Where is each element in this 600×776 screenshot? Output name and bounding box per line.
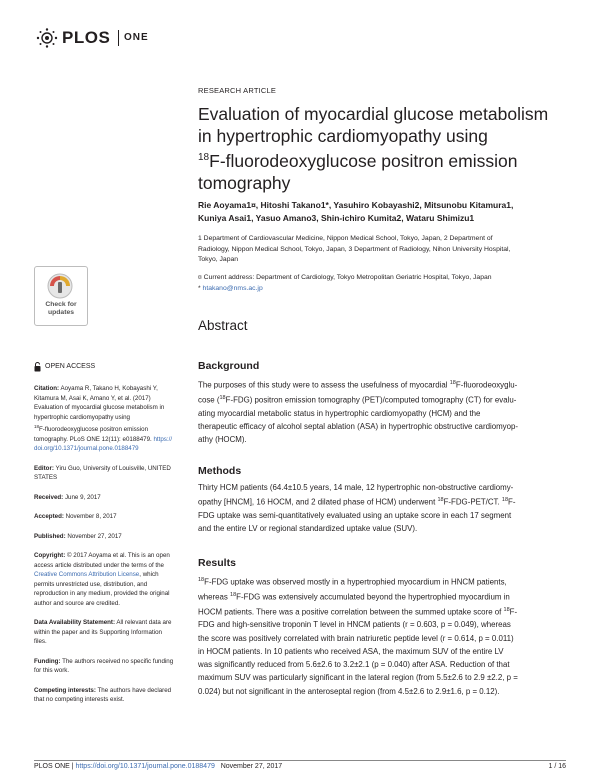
page-number: 1 / 16 xyxy=(548,763,566,770)
cc-license-link[interactable]: Creative Commons Attribution License xyxy=(34,571,140,579)
logo-brand: PLOS xyxy=(62,28,111,47)
footer-divider xyxy=(34,760,566,761)
plos-logo-icon xyxy=(36,28,58,48)
title-line: in hypertrophic cardiomyopathy using xyxy=(198,126,488,146)
check-for-updates-button[interactable] xyxy=(34,266,88,326)
copyright-block: Copyright: © 2017 Aoyama et al. This is an open access article distributed under the terms of the Creative Commons Attribution License, which permits unrestricted use, distribution, and reproduction in any medium, provided the original author and source are credited. xyxy=(34,552,170,607)
article-title xyxy=(198,103,578,194)
background-paragraph: The purposes of this study were to assess the usefulness of myocardial $^{18}$F-fluorodeoxyglu- cose ($^{18}$F-FDG) positron emission tomography (PET)/computed tomography (CT) for evalu- ating myocardial metabolic status in hypertrophic cardiomyopathy (HCM) and the therapeutic efficacy of alcohol septal ablation (ASA) in hypertrophic obstructive cardiomyop- athy (HOCM). xyxy=(198,380,519,445)
title-line: tomography xyxy=(198,172,291,193)
affiliation-line: 1 Department of Cardiovascular Medicine, Nippon Medical School, Tokyo, Japan, 2 Department of xyxy=(198,235,493,242)
accepted-date: Accepted: November 8, 2017 xyxy=(34,513,117,521)
corresponding-email-link[interactable]: htakano@nms.ac.jp xyxy=(202,284,263,292)
footer-separator: | xyxy=(69,763,76,770)
methods-paragraph: Thirty HCM patients (64.4±10.5 years, 14 male, 12 hypertrophic non-obstructive cardiomy- opathy [HNCM], 16 HOCM, and 2 dilated phase of HCM) underwent $^{18}$F-FDG-PET/CT. $^{18}$F- FDG uptake was semi-quantitatively evaluated using an uptake score in each 17 segment and the entire LV or regional standardized uptake value (SUV). xyxy=(198,483,516,534)
footer-doi-link[interactable]: https://doi.org/10.1371/journal.pone.0188479 xyxy=(75,763,215,770)
corresponding-author: * htakano@nms.ac.jp xyxy=(198,284,263,292)
plos-one-logo[interactable] xyxy=(36,27,156,49)
results-paragraph: $^{18}$F-FDG uptake was observed mostly in a hypertrophied myocardium in HNCM patients, whereas $^{18}$F-FDG was extensively accumulated beyond the hypertrophied myocardium in HOCM patients. There was a positive correlation between the summed uptake score of $^{18}$F- FDG and high-sensitive troponin T level in HNCM patients (r = 0.603, p = 0.049), whereas the score was positively correlated with brain natriuretic peptide level (r = 0.614, p = 0.011) in HOCM patients. In 10 patients who received ASA, the maximum SUV of the entire LV was significantly reduced from 5.6±2.6 to 3.2±2.1 (p = 0.040) after ASA. Reduction of that maximum SUV was particularly significant in the lateral region (from 5.5±2.6 to 2.9 ±2.2, p = 0.024) but not significant in the anteroseptal region (from 4.5±2.6 to 2.9±1.6, p = 0.12). xyxy=(198,577,518,696)
open-access-label: OPEN ACCESS xyxy=(34,362,186,372)
author-line[interactable]: Rie Aoyama1¤, Hitoshi Takano1*, Yasuhiro Kobayashi2, Mitsunobu Kitamura1, xyxy=(198,200,514,210)
footer-date: November 27, 2017 xyxy=(214,763,283,770)
article-info-sidebar xyxy=(34,362,186,715)
correspondence xyxy=(198,273,578,294)
results-heading: Results xyxy=(198,557,236,569)
data-availability-block: Data Availability Statement: All relevant data are within the paper and its Supporting Information files. xyxy=(34,619,172,646)
citation-doi-link[interactable]: https:// xyxy=(153,435,173,443)
competing-interests-block: Competing interests: The authors have declared that no competing interests exist. xyxy=(34,686,172,704)
background-heading: Background xyxy=(198,360,260,372)
logo-journal: ONE xyxy=(124,32,149,43)
citation-block: Citation: Aoyama R, Takano H, Kobayashi Y, Kitamura M, Asai K, Amano Y, et al. (2017) Evaluation of myocardial glucose metabolism in hypertrophic cardiomyopathy using $^{18}$F-fluorodeoxyglucose positron emission tomography. PLoS ONE 12(11): e0188479. https:// doi.org/10.1371/journal.pone.0188479 xyxy=(34,385,173,453)
check-updates-label: Check for updates xyxy=(45,301,77,316)
citation-doi-link[interactable]: doi.org/10.1371/journal.pone.0188479 xyxy=(34,445,139,453)
check-updates-icon xyxy=(47,273,73,299)
author-list xyxy=(198,199,578,224)
affiliations xyxy=(198,234,578,266)
methods-heading: Methods xyxy=(198,465,242,477)
title-line: Evaluation of myocardial glucose metabolism xyxy=(198,104,549,124)
affiliation-line: Radiology, Nippon Medical School, Tokyo, Japan, 3 Department of Radiology, Nihon University Hospital, xyxy=(198,245,511,253)
author-line[interactable]: Kuniya Asai1, Yasuo Amano3, Shin-ichiro Kumita2, Wataru Shimizu1 xyxy=(198,212,475,223)
current-address: ¤ Current address: Department of Cardiology, Tokyo Metropolitan Geriatric Hospital, Tokyo, Japan xyxy=(198,274,492,281)
funding-block: Funding: The authors received no specific funding for this work. xyxy=(34,657,174,675)
title-line: $^{18}$F-fluorodeoxyglucose positron emission xyxy=(198,150,518,171)
logo-divider xyxy=(118,30,119,46)
published-date: Published: November 27, 2017 xyxy=(34,532,122,540)
footer-journal: PLOS ONE xyxy=(34,763,70,770)
article-type: RESEARCH ARTICLE xyxy=(198,86,277,95)
received-date: Received: June 9, 2017 xyxy=(34,493,101,501)
abstract-heading: Abstract xyxy=(198,318,248,333)
editor-block: Editor: Yiru Guo, University of Louisville, UNITED STATES xyxy=(34,464,171,482)
affiliation-line: Tokyo, Japan xyxy=(198,256,239,263)
open-lock-icon xyxy=(34,362,41,372)
